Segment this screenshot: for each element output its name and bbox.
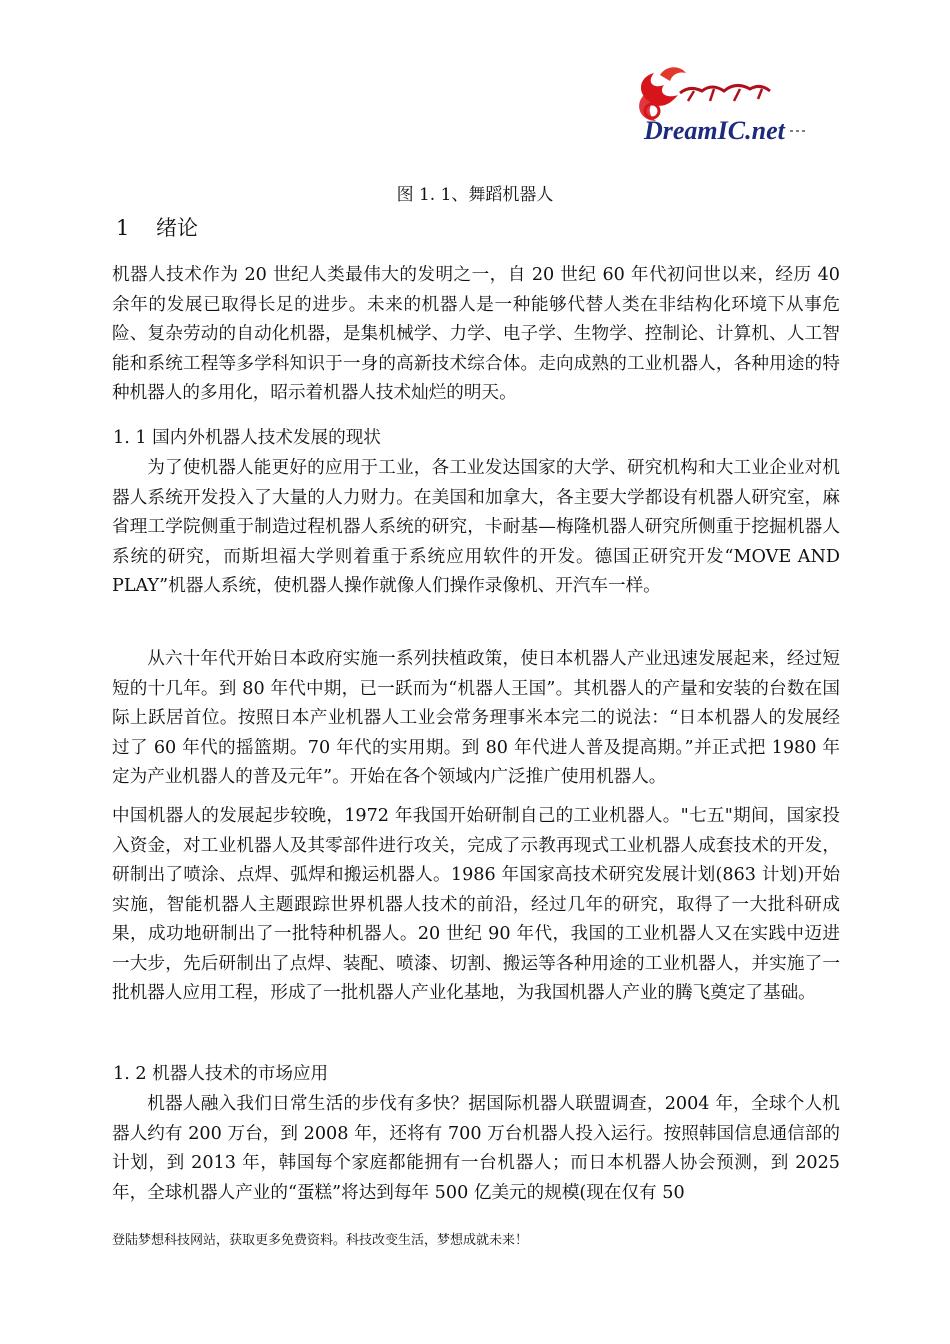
body-paragraph: 从六十年代开始日本政府实施一系列扶植政策，使日本机器人产业迅速发展起来，经过短短的十几年。到 80 年代中期，已一跃而为“机器人王国”。其机器人的产量和安装的台数在国际上跃居首位。按照日本产业机器人工业会常务理事米本完二的说法：“日本机器人的发展经过了 60 年代的摇篮期。70 年代的实用期。到 80 年代进人普及提高期。”并正式把 1980 年定为产业机器人的普及元年”。开始在各个领域内广泛推广使用机器人。 — [112, 649, 840, 787]
figure-caption: 图 1. 1、舞蹈机器人 — [396, 185, 554, 205]
section-heading-1-1: 1. 1 国内外机器人技术发展的现状 — [113, 428, 381, 448]
footer-promo-text: 登陆梦想科技网站，获取更多免费资料。科技改变生活，梦想成就未来！ — [112, 1233, 529, 1248]
dreamic-logo — [630, 55, 820, 155]
body-paragraph: 为了使机器人能更好的应用于工业，各工业发达国家的大学、研究机构和大工业企业对机器人系统开发投入了大量的人力财力。在美国和加拿大，各主要大学都设有机器人研究室，麻省理工学院侧重于制造过程机器人系统的研究，卡耐基—梅隆机器人研究所侧重于挖掘机器人系统的研究，而斯坦福大学则着重于系统应用软件的开发。德国正研究开发“MOVE AND PLAY”机器人系统，使机器人操作就像人们操作录像机、开汽车一样。 — [112, 458, 840, 596]
section-heading-1-2: 1. 2 机器人技术的市场应用 — [113, 1064, 329, 1084]
dreamic-logo-graphic — [630, 55, 820, 155]
svg-text:DreamIC.net: DreamIC.net — [644, 116, 785, 145]
body-paragraph: 中国机器人的发展起步较晚，1972 年我国开始研制自己的工业机器人。"七五"期间，国家投入资金，对工业机器人及其零部件进行攻关，完成了示教再现式工业机器人成套技术的开发，研制出了喷涂、点焊、弧焊和搬运机器人。1986 年国家高技术研究发展计划(863 计划)开始实施，智能机器人主题跟踪世界机器人技术的前沿，经过几年的研究，取得了一大批科研成果，成功地研制出了一批特种机器人。20 世纪 90 年代，我国的工业机器人又在实践中迈进一大步，先后研制出了点焊、装配、喷漆、切割、搬运等各种用途的工业机器人，并实施了一批机器人应用工程，形成了一批机器人产业化基地，为我国机器人产业的腾飞奠定了基础。 — [112, 806, 840, 1003]
body-paragraph: 机器人融入我们日常生活的步伐有多快？据国际机器人联盟调查，2004 年，全球个人机器人约有 200 万台，到 2008 年，还将有 700 万台机器人投入运行。按照韩国信息通信部的计划，到 2013 年，韩国每个家庭都能拥有一台机器人；而日本机器人协会预测，到 2025 年，全球机器人产业的“蛋糕”将达到每年 500 亿美元的规模(现在仅有 50 — [112, 1094, 840, 1203]
chapter-heading: 1 绪论 — [116, 216, 199, 240]
intro-paragraph: 机器人技术作为 20 世纪人类最伟大的发明之一，自 20 世纪 60 年代初问世以来，经历 40 余年的发展已取得长足的进步。未来的机器人是一种能够代替人类在非结构化环境下从事危险、复杂劳动的自动化机器，是集机械学、力学、电子学、生物学、控制论、计算机、人工智能和系统工程等多学科知识于一身的高新技术综合体。走向成熟的工业机器人，各种用途的特种机器人的多用化，昭示着机器人技术灿烂的明天。 — [112, 265, 840, 403]
